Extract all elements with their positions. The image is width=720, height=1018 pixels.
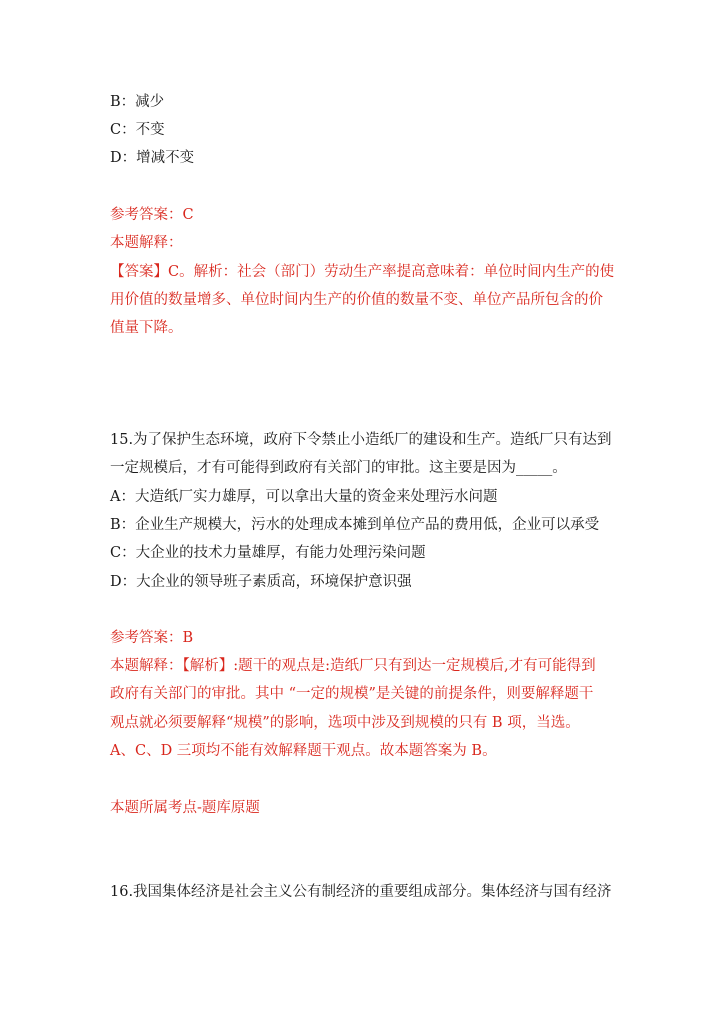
- q15-explain-line-1: 本题解释：【解析】:题干的观点是:造纸厂只有到达一定规模后,才有可能得到: [110, 658, 596, 674]
- q14-explain-line-2: 用价值的数量增多、单位时间内生产的价值的数量不变、单位产品所包含的价: [110, 292, 603, 308]
- q14-explain-line-1: 【答案】C。解析：社会（部门）劳动生产率提高意味着：单位时间内生产的使: [110, 264, 615, 280]
- q14-explain-label: 本题解释：: [110, 235, 183, 251]
- q15-explain-line-4: A、C、D 三项均不能有效解释题干观点。故本题答案为 B。: [110, 743, 497, 759]
- q15-option-d: D：大企业的领导班子素质高，环境保护意识强: [110, 574, 412, 590]
- q14-option-d: D：增减不变: [110, 150, 195, 166]
- q15-explain-line-3: 观点就必须要解释“规模”的影响，选项中涉及到规模的只有 B 项，当选。: [110, 715, 580, 731]
- q14-explain-line-3: 值量下降。: [110, 320, 183, 336]
- q16-stem-line-1: 16.我国集体经济是社会主义公有制经济的重要组成部分。集体经济与国有经济: [110, 884, 612, 900]
- q14-answer: 参考答案：C: [110, 207, 194, 223]
- q15-option-a: A：大造纸厂实力雄厚，可以拿出大量的资金来处理污水问题: [110, 489, 498, 505]
- q15-option-c: C：大企业的技术力量雄厚，有能力处理污染问题: [110, 545, 426, 561]
- q15-stem-line-2: 一定规模后，才有可能得到政府有关部门的审批。这主要是因为_____。: [110, 460, 567, 476]
- q15-answer: 参考答案：B: [110, 630, 194, 646]
- q14-option-c: C：不变: [110, 122, 165, 138]
- q15-topic: 本题所属考点-题库原题: [110, 800, 260, 816]
- q15-explain-line-2: 政府有关部门的审批。其中 “一定的规模”是关键的前提条件，则要解释题干: [110, 686, 594, 702]
- q14-option-b: B：减少: [110, 94, 165, 110]
- q15-stem-line-1: 15.为了保护生态环境，政府下令禁止小造纸厂的建设和生产。造纸厂只有达到: [110, 432, 612, 448]
- q15-option-b: B：企业生产规模大，污水的处理成本摊到单位产品的费用低，企业可以承受: [110, 517, 600, 533]
